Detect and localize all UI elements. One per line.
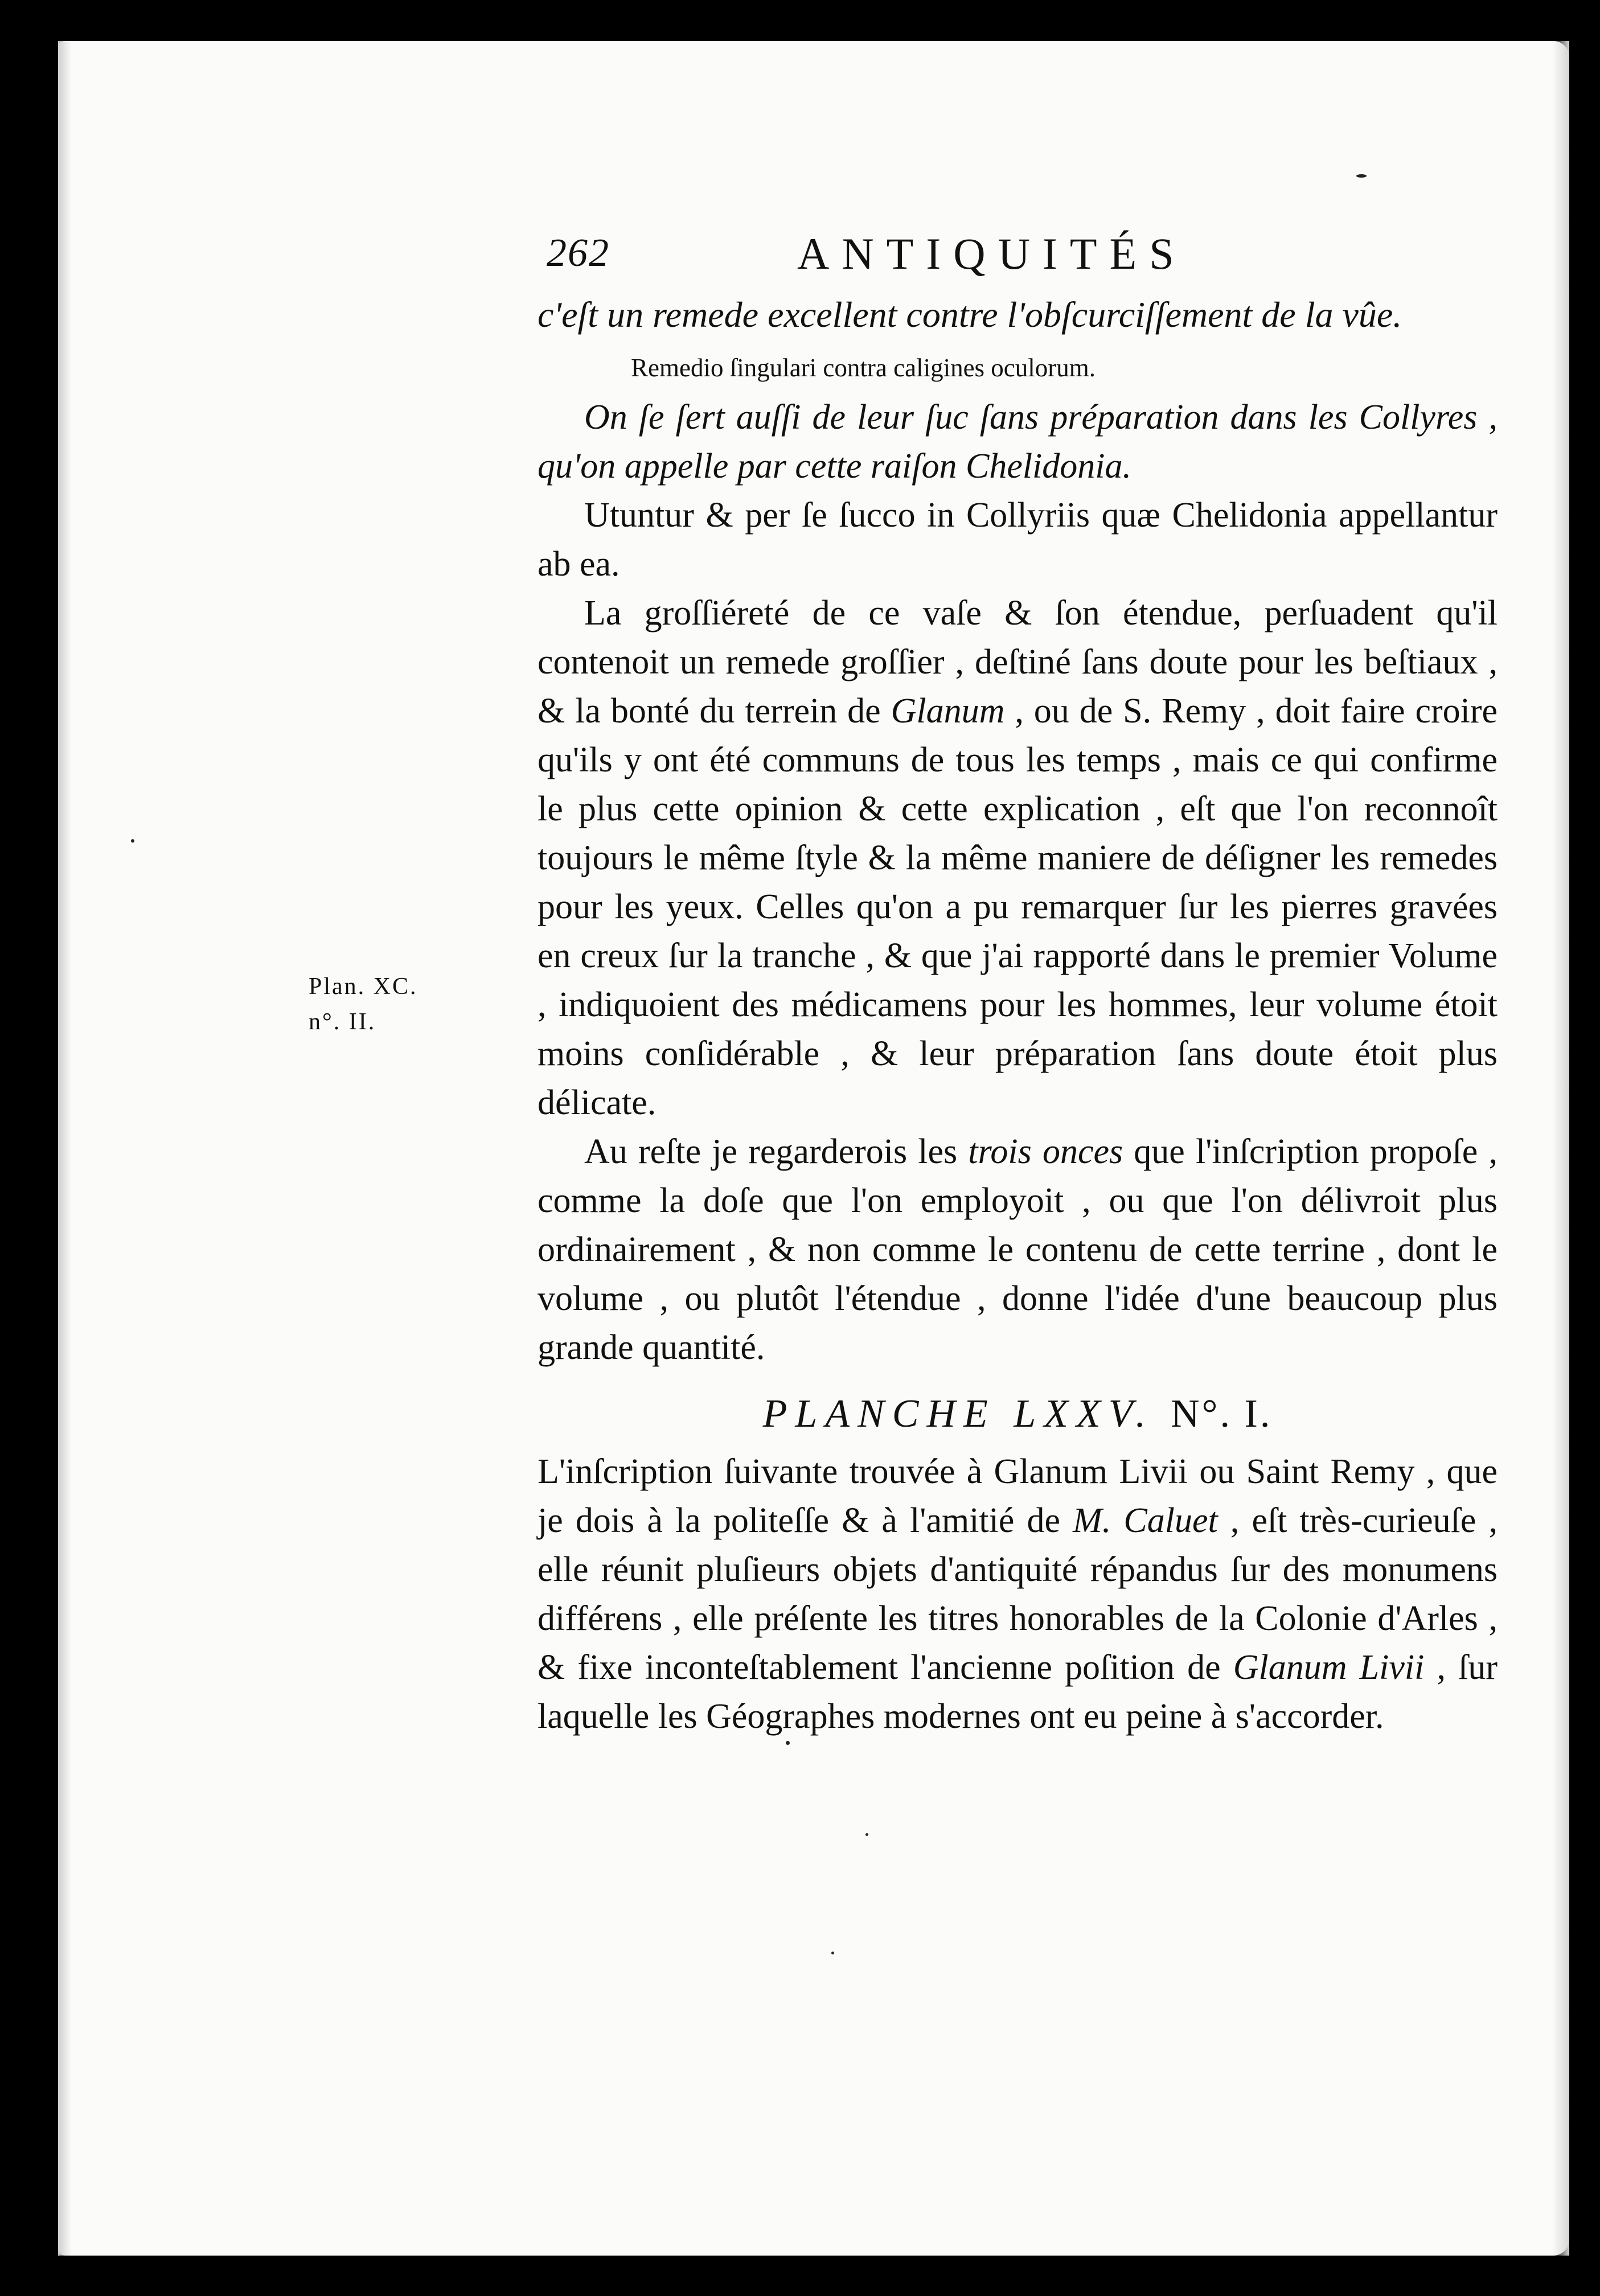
paragraph-inscription: [538, 1447, 1498, 1741]
paragraph-dose: [538, 1127, 1498, 1372]
paragraph-collyres-latin: Utuntur & per ſe ſucco in Collyriis quæ Chelidonia appellantur ab ea.: [538, 496, 1498, 584]
print-speck: [865, 1833, 868, 1836]
caluet-name: M. Caluet: [1073, 1501, 1218, 1540]
paragraph-remedy-latin: Remedio ſingulari contra caligines oculorum.: [631, 354, 1096, 382]
glanum-livii-name: Glanum Livii: [1233, 1648, 1425, 1687]
print-speck: [786, 1741, 790, 1745]
margin-note-plate: Plan. XC.: [309, 974, 418, 1000]
paragraph-dose-text-b: que l'inſcription propoſe , comme la doſe que l'on employoit , ou que l'on délivroit plus ordinairement , & non comme le contenu de cette terrine , dont le volume , ou plutôt l'étendue , donne l'idée d'une beaucoup plus grande quantité.: [538, 1132, 1498, 1367]
paragraph-inscription-text-b: , eſt très-curieuſe , elle réunit pluſieurs objets d'antiquité répandus ſur des monumens différens , elle préſente les titres honorables de la Colonie d'Arles , & fixe inconteſtablement l'ancienne poſition de: [538, 1501, 1498, 1687]
print-speck: [1356, 174, 1367, 178]
margin-note: [309, 969, 479, 1040]
main-text: [538, 290, 1498, 1741]
paragraph-dose-text-a: Au reſte je regarderois les: [584, 1132, 969, 1171]
margin-note-number: n°. II.: [309, 1009, 376, 1035]
paragraph-vase-text-b: , ou de S. Remy , doit faire croire qu'ils y ont été communs de tous les temps , mais ce qui confirme le plus cette opinion & cette explication , eſt que l'on reconnoît toujours le même ſtyle & la même maniere de déſigner les remedes pour les yeux. Celles qu'on a pu remarquer ſur les pierres gravées en creux ſur la tranche , & que j'ai rapporté dans le premier Volume , indiquoient des médicamens pour les hommes, leur volume étoit moins conſidérable , & leur préparation ſans doute étoit plus délicate.: [538, 692, 1498, 1122]
paragraph-vase-text-a: La groſſiéreté de ce vaſe & ſon étendue, perſuadent qu'il contenoit un remede groſſier , deſtiné ſans doute pour les beſtiaux , & la bonté du terrein de: [538, 594, 1498, 730]
running-title: ANTIQUITÉS: [797, 229, 1187, 278]
page-header: [547, 225, 1498, 293]
paragraph-collyres-italic: On ſe ſert auſſi de leur ſuc ſans préparation dans les Collyres , qu'on appelle par cette raiſon Chelidonia.: [538, 398, 1498, 486]
plate-heading: [538, 1387, 1498, 1441]
paragraph-vase: [538, 589, 1498, 1127]
paragraph-remedy-italic: c'eſt un remede excellent contre l'obſcurciſſement de la vûe.: [538, 294, 1402, 335]
glanum-name: Glanum: [891, 692, 1005, 730]
paragraph-inscription-text-c: , ſur laquelle les Géographes modernes ont eu peine à s'accorder.: [538, 1648, 1498, 1736]
plate-title: PLANCHE LXXV.: [762, 1392, 1154, 1436]
print-speck: [831, 1952, 834, 1954]
book-page: [58, 41, 1569, 2256]
paragraph-inscription-text-a: L'inſcription ſuivante trouvée à Glanum Livii ou Saint Remy , que je dois à la politeſſe & à l'amitié de: [538, 1452, 1498, 1540]
trois-onces: trois onces: [968, 1132, 1123, 1171]
page-number: 262: [547, 231, 610, 275]
plate-number: N°. I.: [1170, 1392, 1273, 1436]
print-speck: [131, 839, 134, 843]
